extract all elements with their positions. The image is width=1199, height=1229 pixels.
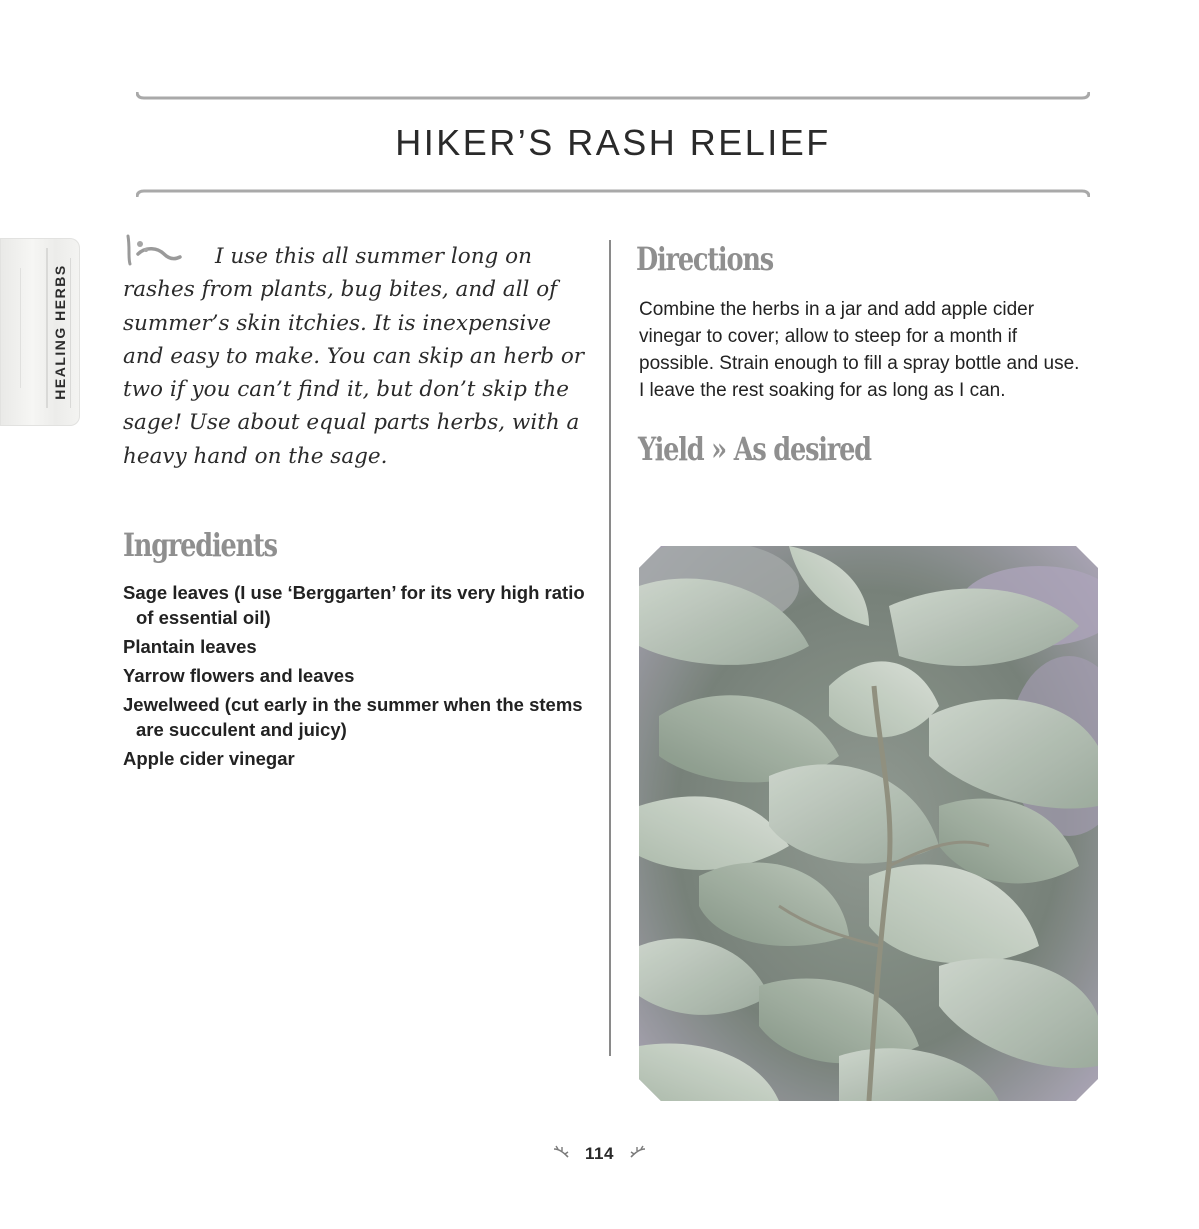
sage-photo (639, 546, 1098, 1101)
ingredient-item: Apple cider vinegar (123, 748, 295, 769)
section-tab-label: HEALING HERBS (52, 264, 68, 400)
ingredient-item: Jewelweed (cut early in the summer when the stems are succulent and juicy) (123, 694, 583, 740)
intro-paragraph (123, 240, 593, 473)
sprig-left-icon (553, 1145, 571, 1164)
title-rule-top (136, 91, 1090, 101)
ingredients-heading: Ingredients (123, 526, 277, 564)
title-rule-bottom (136, 188, 1090, 198)
ingredient-item: Yarrow flowers and leaves (123, 665, 355, 686)
column-divider (609, 240, 611, 1056)
page-title: HIKER’S RASH RELIEF (395, 122, 831, 163)
ingredient-item: Sage leaves (I use ‘Berggarten’ for its very high ratio of essential oil) (123, 582, 585, 628)
section-tab (0, 238, 80, 426)
sprig-right-icon (628, 1145, 646, 1164)
ingredients-list (123, 580, 593, 775)
page-footer (0, 1144, 1199, 1164)
page-number: 114 (585, 1144, 614, 1163)
ingredient-item: Plantain leaves (123, 636, 257, 657)
directions-text: Combine the herbs in a jar and add apple cider vinegar to cover; allow to steep for a month if possible. Strain enough to fill a spray bottle and use. I leave the rest soaking for as long as I can. (639, 299, 1080, 401)
yield-heading: Yield » As desired (638, 430, 871, 468)
intro-text: I use this all summer long on rashes from plants, bug bites, and all of summer’s skin itchies. It is inexpensive and easy to make. You can skip an herb or two if you can’t find it, but don’t skip the sage! Use about equal parts herbs, with a heavy hand on the sage. (123, 244, 585, 469)
directions-heading: Directions (636, 240, 773, 278)
